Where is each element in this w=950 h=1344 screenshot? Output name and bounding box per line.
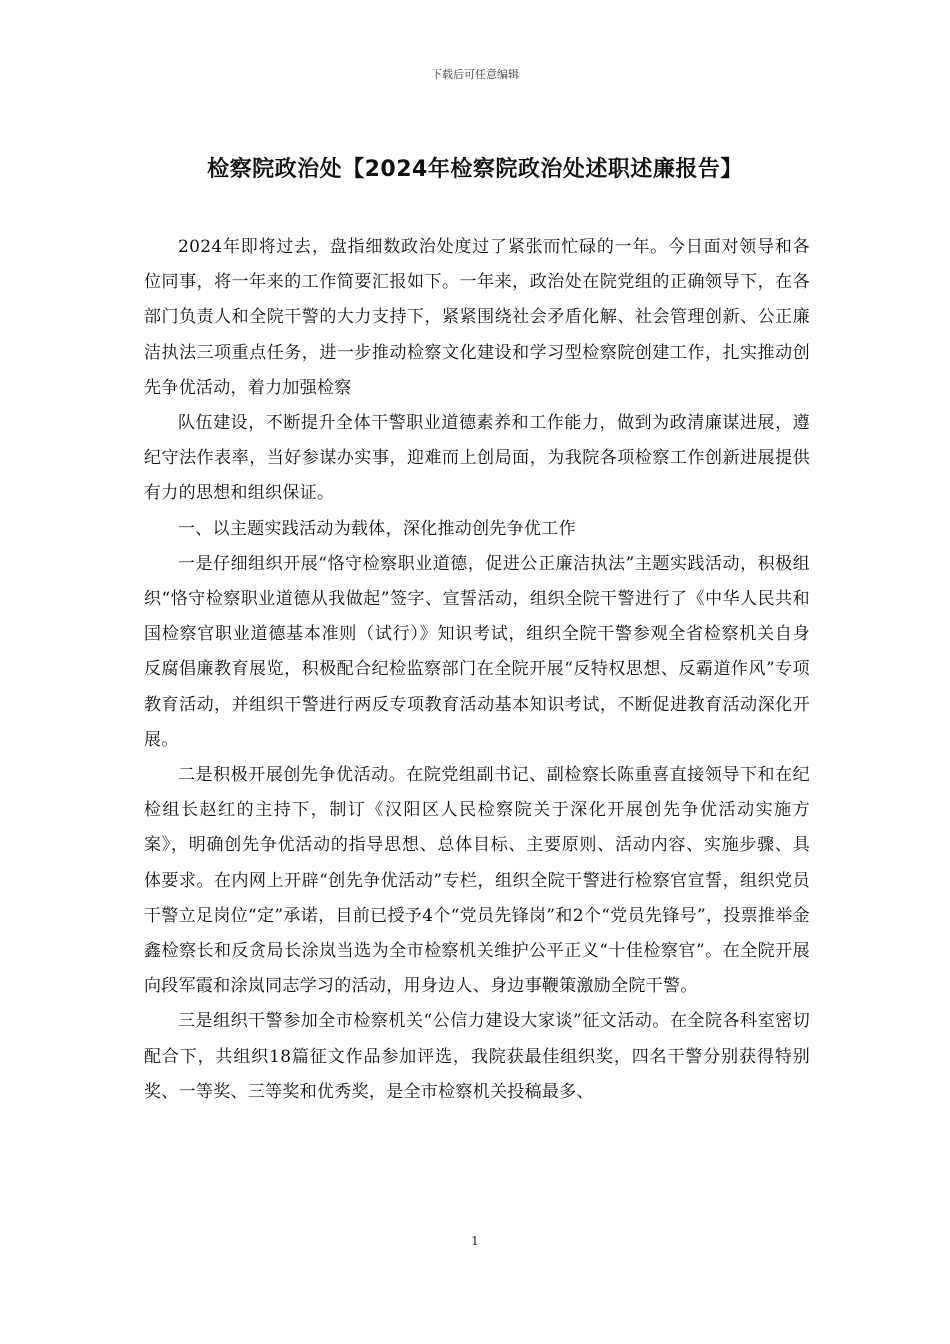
page-number: 1	[471, 1234, 479, 1248]
document-title: 检察院政治处【2024年检察院政治处述职述廉报告】	[207, 157, 743, 182]
paragraph-team-building: 队伍建设，不断提升全体干警职业道德素养和工作能力，做到为政清廉谋进展，遵纪守法作表率，当好参谋办实事，迎难而上创局面，为我院各项检察工作创新进展提供有力的思想和组织保证。	[144, 413, 810, 504]
paragraph-item-3: 三是组织干警参加全市检察机关“公信力建设大家谈”征文活动。在全院各科室密切配合下，共组织18篇征文作品参加评选，我院获最佳组织奖，四名干警分别获得特别奖、一等奖、三等奖和优秀奖，是全市检察机关投稿最多、	[144, 1011, 810, 1102]
document-body	[144, 230, 810, 1110]
section-heading-1: 一、以主题实践活动为载体，深化推动创先争优工作	[178, 518, 576, 539]
header-note: 下载后可任意编辑	[431, 68, 519, 81]
paragraph-item-2: 二是积极开展创先争优活动。在院党组副书记、副检察长陈重喜直接领导下和在纪检组长赵红的主持下，制订《汉阳区人民检察院关于深化开展创先争优活动实施方案》，明确创先争优活动的指导思想、总体目标、主要原则、活动内容、实施步骤、具体要求。在内网上开辟“创先争优活动”专栏，组织全院干警进行检察官宣誓，组织党员干警立足岗位“定”承诺，目前已授予4个“党员先锋岗”和2个“党员先锋号”，投票推举金鑫检察长和反贪局长涂岚当选为全市检察机关维护公平正义“十佳检察官”。在全院开展向段军霞和涂岚同志学习的活动，用身边人、身边事鞭策激励全院干警。	[144, 765, 810, 997]
paragraph-intro: 2024年即将过去，盘指细数政治处度过了紧张而忙碌的一年。今日面对领导和各位同事，将一年来的工作简要汇报如下。一年来，政治处在院党组的正确领导下，在各部门负责人和全院干警的大力支持下，紧紧围绕社会矛盾化解、社会管理创新、公正廉洁执法三项重点任务，进一步推动检察文化建设和学习型检察院创建工作，扎实推动创先争优活动，着力加强检察	[144, 237, 810, 398]
paragraph-item-1: 一是仔细组织开展“恪守检察职业道德，促进公正廉洁执法”主题实践活动，积极组织“恪守检察职业道德从我做起”签字、宣誓活动，组织全院干警进行了《中华人民共和国检察官职业道德基本准则（试行）》知识考试，组织全院干警参观全省检察机关自身反腐倡廉教育展览，积极配合纪检监察部门在全院开展“反特权思想、反霸道作风”专项教育活动，并组织干警进行两反专项教育活动基本知识考试，不断促进教育活动深化开展。	[144, 553, 810, 750]
